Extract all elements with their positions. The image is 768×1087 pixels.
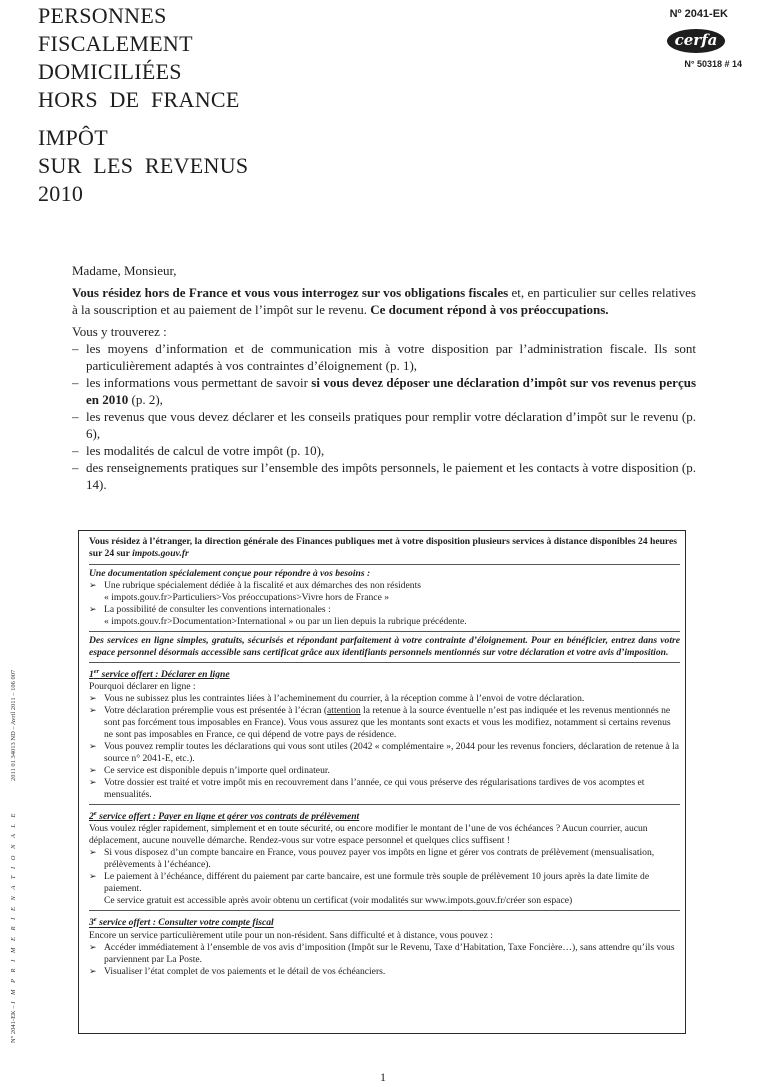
list-item: ➢ Si vous disposez d’un compte bancaire en France, vous pouvez payer vos impôts en ligne et gérer vos contrats de prélèvement (mensualisation, prélèvements à l’échéance). — [89, 847, 680, 871]
service-1-intro: Pourquoi déclarer en ligne : — [89, 681, 196, 693]
service-2-title: 2e service offert : Payer en ligne et gérer vos contrats de prélèvement — [89, 810, 360, 823]
side-printer: I M P R I M E R I E N A T I O N A L E — [10, 810, 17, 1004]
list-item: ➢ Votre dossier est traité et votre impôt mis en recouvrement dans l’année, ce qui vous préserve des régularisations tardives de vos acomptes et mensualités. — [89, 777, 680, 801]
side-form-ref: N° 2041-EK – — [10, 1003, 17, 1043]
online-services-box — [78, 530, 686, 1034]
subtitle-line: 2010 — [38, 181, 84, 206]
list-item: – des renseignements pratiques sur l’ensemble des impôts personnels, le paiement et les contacts à votre disposition (p. 14). — [72, 459, 696, 493]
list-item: – les modalités de calcul de votre impôt (p. 10), — [72, 442, 696, 459]
title-line: FISCALEMENT — [38, 31, 193, 56]
form-reference — [620, 2, 750, 69]
service-2-list — [89, 847, 680, 895]
side-print-code: 2011 01 34013 ND – Avril 2011 – 106 007 — [10, 669, 17, 781]
list-item: ➢ Votre déclaration préremplie vous est présentée à l’écran (attention la retenue à la source éventuelle n’est pas indiquée et les revenus mentionnés ne sont pas forcément tous imposables en France). Vous vous assurez que les montants sont exacts et vous les modifiez, notamment si certains revenus ne sont pas imposables en France, ce qui dépend de votre pays de résidence. — [89, 705, 680, 741]
documentation-title: Une documentation spécialement conçue pour répondre à vos besoins : — [89, 568, 371, 579]
cerfa-number: N° 50318 # 14 — [684, 59, 742, 69]
service-1-list — [89, 693, 680, 801]
side-print-info — [10, 670, 17, 1043]
service-2-note: Ce service gratuit est accessible après avoir obtenu un certificat (voir modalités sur www.impots.gouv.fr/créer son espace) — [104, 895, 573, 907]
greeting: Madame, Monsieur, — [72, 263, 177, 278]
list-item: ➢ Vous ne subissez plus les contraintes liées à l’acheminement du courrier, à la réception comme à l’envoi de votre déclaration. — [89, 693, 680, 705]
subtitle-line: SUR LES REVENUS — [38, 153, 249, 178]
list-item: ➢ Vous pouvez remplir toutes les déclarations qui vous sont utiles (2042 « complémentaire », 2044 pour les revenus fonciers, déclaration de retenue à la source n° 2041-E, etc.). — [89, 741, 680, 765]
service-3-intro: Encore un service particulièrement utile pour un non-résident. Sans difficulté et à distance, vous pouvez : — [89, 929, 493, 941]
list-item: ➢ Une rubrique spécialement dédiée à la fiscalité et aux démarches des non résidents « impots.gouv.fr>Particuliers>Vos préoccupations>Vivre hors de France » — [89, 580, 680, 604]
service-3-title: 3e service offert : Consulter votre compte fiscal — [89, 916, 274, 929]
box-heading: Vous résidez à l’étranger, la direction générale des Finances publiques met à votre disposition plusieurs services à distance disponibles 24 heures sur 24 sur impots.gouv.fr — [89, 536, 677, 559]
list-item: ➢ Accéder immédiatement à l’ensemble de vos avis d’imposition (Impôt sur le Revenu, Taxe d’Habitation, Taxe Foncière…), sans attendre qu’ils vous parviennent par La Poste. — [89, 942, 680, 966]
documentation-list — [89, 580, 680, 628]
intro-letter — [72, 262, 696, 493]
subtitle-line: IMPÔT — [38, 125, 108, 150]
contents-lead: Vous y trouverez : — [72, 324, 167, 339]
intro-paragraph: Vous résidez hors de France et vous vous interrogez sur vos obligations fiscales et, en particulier sur celles relatives à la souscription et au paiement de l’impôt sur le revenu. Ce document répond à vos préoccupations. — [72, 285, 696, 317]
document-title — [38, 2, 248, 208]
list-item: ➢ Ce service est disponible depuis n’importe quel ordinateur. — [89, 765, 680, 777]
list-item: – les moyens d’information et de communication mis à votre disposition par l’administration fiscale. Ils sont particulièrement adaptés à vos contraintes d’éloignement (p. 1), — [72, 340, 696, 374]
list-item: ➢ Le paiement à l’échéance, différent du paiement par carte bancaire, est une formule très souple de prélèvement 10 jours après la date limite de paiement. — [89, 871, 680, 895]
list-item: ➢ La possibilité de consulter les conventions internationales : « impots.gouv.fr>Documentation>International » ou par un lien depuis la rubrique précédente. — [89, 604, 680, 628]
contents-list — [72, 340, 696, 493]
list-item: – les informations vous permettant de savoir si vous devez déposer une déclaration d’impôt sur vos revenus perçus en 2010 (p. 2), — [72, 374, 696, 408]
title-line: HORS DE FRANCE — [38, 87, 240, 112]
list-item: – les revenus que vous devez déclarer et les conseils pratiques pour remplir votre déclaration d’impôt sur le revenu (p. 6), — [72, 408, 696, 442]
service-1-title: 1er service offert : Déclarer en ligne — [89, 668, 230, 681]
list-item: ➢ Visualiser l’état complet de vos paiements et le détail de vos échéanciers. — [89, 966, 680, 978]
online-services-text: Des services en ligne simples, gratuits, sécurisés et répondant parfaitement à votre contrainte d’éloignement. Pour en bénéficier, entrez dans votre espace personnel désormais accessible sans certificat grâce aux identifiants personnels mentionnés sur votre déclaration et votre avis d’imposition. — [89, 635, 680, 658]
service-2-intro: Vous voulez régler rapidement, simplement et en toute sécurité, ou encore modifier le montant de l’une de vos échéances ? Aucun courrier, aucun déplacement, aucune nouvelle démarche. Rendez-vous sur votre espace personnel et quelques clics suffisent ! — [89, 823, 648, 847]
title-line: DOMICILIÉES — [38, 59, 182, 84]
page-number: 1 — [380, 1070, 386, 1084]
title-line: PERSONNES — [38, 3, 167, 28]
service-3-list — [89, 942, 680, 978]
form-number: Nº 2041-EK — [669, 8, 728, 20]
cerfa-logo: cerfa — [667, 29, 725, 53]
